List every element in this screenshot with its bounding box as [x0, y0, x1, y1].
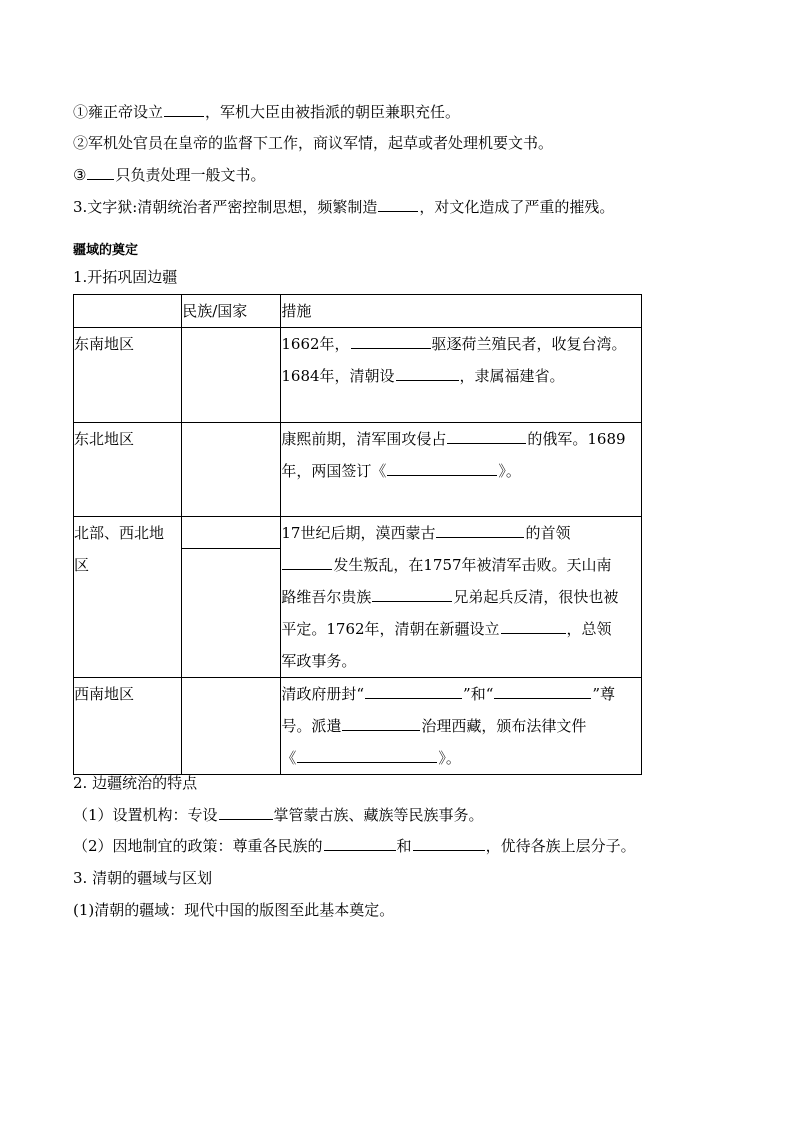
territory-note: (1)清朝的疆域：现代中国的版图至此基本奠定。 [73, 901, 395, 919]
region-cell: 东南地区 [74, 328, 182, 423]
region-cell: 西南地区 [74, 678, 182, 775]
fill-blank[interactable] [372, 586, 452, 602]
measure-line: 清政府册封“ ”和“ ”尊 [281, 685, 616, 703]
text: 只负责处理一般文书。 [115, 166, 266, 184]
frontier-table [73, 294, 642, 775]
fill-blank[interactable] [365, 683, 462, 699]
feature-1: （1）设置机构：专设 掌管蒙古族、藏族等民族事务。 [73, 806, 484, 824]
feature-2: （2）因地制宜的政策：尊重各民族的 和 ，优待各族上层分子。 [73, 837, 636, 855]
fill-blank[interactable] [282, 554, 332, 570]
fill-blank[interactable] [378, 196, 418, 212]
fill-blank[interactable] [413, 835, 485, 851]
text: ，对文化造成了严重的摧残。 [419, 198, 615, 216]
text: ③ [73, 166, 87, 184]
section-heading: 疆域的奠定 [73, 243, 139, 258]
region-cell: 东北地区 [74, 423, 182, 517]
item-2: ②军机处官员在皇帝的监督下工作，商议军情，起草或者处理机要文书。 [73, 134, 554, 152]
fill-blank[interactable] [219, 804, 273, 820]
measure-line: 年，两国签订《 》。 [281, 462, 521, 480]
header-cell [74, 295, 182, 328]
item-3 [73, 164, 265, 185]
table-row [74, 423, 642, 517]
fill-blank[interactable] [447, 428, 526, 444]
item-1 [73, 101, 460, 122]
fill-blank[interactable] [324, 835, 396, 851]
ethnic-cell[interactable] [182, 678, 281, 775]
fill-blank[interactable] [494, 683, 591, 699]
header-cell: 措施 [281, 295, 642, 328]
fill-blank[interactable] [351, 333, 431, 349]
sub-heading-3: 3. 清朝的疆域与区划 [73, 869, 213, 887]
fill-blank[interactable] [342, 715, 420, 731]
table-row [74, 517, 642, 678]
measures-cell [281, 423, 642, 517]
measure-line: 军政事务。 [281, 652, 357, 670]
measure-line: 1684年，清朝设 ，隶属福建省。 [281, 367, 565, 385]
fill-blank[interactable] [436, 522, 524, 538]
measure-line: 1662年， 驱逐荷兰殖民者，收复台湾。 [281, 335, 627, 353]
measure-line: 17世纪后期，漠西蒙古 的首领 [281, 524, 571, 542]
text: ，军机大臣由被指派的朝臣兼职充任。 [205, 103, 461, 121]
fill-blank[interactable] [297, 747, 437, 763]
fill-blank[interactable] [501, 618, 566, 634]
sub-heading-1: 1.开拓巩固边疆 [73, 268, 178, 286]
ethnic-cell[interactable] [182, 328, 281, 423]
measure-line: 康熙前期，清军围攻侵占 的俄军。1689 [281, 430, 626, 448]
fill-blank[interactable] [164, 101, 204, 117]
fill-blank[interactable] [396, 365, 459, 381]
text: 3.文字狱:清朝统治者严密控制思想，频繁制造 [73, 198, 378, 216]
region-cell: 北部、西北地区 [74, 517, 182, 678]
measure-line: 路维吾尔贵族 兄弟起兵反清，很快也被 [281, 588, 619, 606]
table-header-row [74, 295, 642, 328]
ethnic-subcell-divider [182, 517, 280, 549]
fill-blank[interactable] [87, 164, 114, 180]
header-cell: 民族/国家 [182, 295, 281, 328]
measures-cell [281, 517, 642, 678]
fill-blank[interactable] [387, 460, 497, 476]
sub-heading-2: 2. 边疆统治的特点 [73, 774, 198, 792]
measure-line: 《 》。 [281, 749, 461, 767]
table-row [74, 328, 642, 423]
ethnic-cell[interactable] [182, 517, 281, 678]
table-row [74, 678, 642, 775]
measures-cell [281, 678, 642, 775]
item-4 [73, 196, 614, 217]
measure-line: 发生叛乱，在1757年被清军击败。天山南 [281, 549, 641, 581]
measure-line: 平定。1762年，清朝在新疆设立 ，总领 [281, 620, 612, 638]
measure-line: 号。派遣 治理西藏，颁布法律文件 [281, 717, 587, 735]
text: ①雍正帝设立 [73, 103, 164, 121]
ethnic-cell[interactable] [182, 423, 281, 517]
measures-cell [281, 328, 642, 423]
